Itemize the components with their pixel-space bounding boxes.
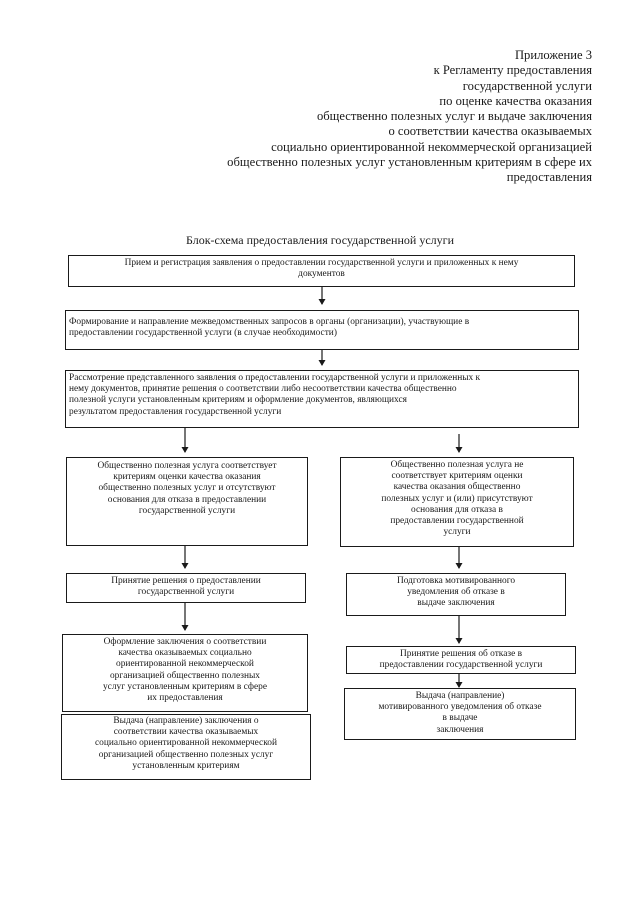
header-line: Приложение 3 — [514, 48, 592, 62]
box-text-line: основания для отказа в предоставлении — [107, 494, 267, 505]
header-line: социально ориентированной некоммерческой организацией — [271, 139, 592, 154]
box-text-line: полезной услуги установленным критериям и оформление документов, являющихся — [69, 395, 407, 406]
box-text-line: организацией общественно полезных — [109, 670, 260, 681]
box-text-line: соответствует критериям оценки — [391, 471, 523, 482]
box-draw-up-conclusion — [62, 634, 308, 712]
box-prepare-refusal — [346, 573, 566, 616]
box-text-line: Формирование и направление межведомственных запросов в органы (организации), участвующие в — [69, 317, 470, 327]
header-line: к Регламенту предоставления — [433, 63, 592, 78]
box-text-line: организацией общественно полезных услуг — [98, 749, 274, 760]
box-issue-refusal — [344, 688, 576, 740]
box-text-line: Оформление заключения о соответствии — [103, 637, 267, 647]
header-line: по оценке качества оказания — [439, 93, 592, 108]
box-text-line: Принятие решения об отказе в — [399, 649, 522, 659]
box-text-line: ориентированной некоммерческой — [116, 659, 254, 670]
box-text-line: в выдаче — [442, 713, 478, 724]
box-text-line: документов — [298, 269, 345, 280]
box-text-line: качества оказываемых социально — [118, 648, 252, 659]
box-decision-grant — [66, 573, 306, 603]
box-text-line: общественно полезных услуг и отсутствуют — [98, 483, 276, 494]
box-text-line: полезных услуг и (или) присутствуют — [381, 493, 533, 504]
header-line: предоставления — [506, 170, 592, 185]
box-text-line: их предоставления — [147, 693, 223, 704]
box-text-line: заключения — [436, 724, 484, 735]
box-text-line: мотивированного уведомления об отказе — [378, 702, 542, 713]
box-not-meets-criteria — [340, 457, 574, 547]
box-meets-criteria — [66, 457, 308, 546]
box-text-line: Общественно полезная услуга соответствует — [97, 461, 277, 471]
header-line: общественно полезных услуг и выдаче заключения — [316, 109, 592, 124]
box-text-line: предоставлении государственной — [390, 516, 524, 527]
box-issue-conclusion — [61, 714, 311, 780]
box-text-line: основания для отказа в — [411, 504, 503, 515]
box-text-line: нему документов, принятие решения о соответствии либо несоответствии качества общественно — [69, 384, 457, 395]
box-text-line: государственной услуги — [138, 505, 236, 516]
header-line: государственной услуги — [462, 78, 592, 93]
box-text-line: услуги — [443, 527, 471, 538]
box-text-line: выдаче заключения — [417, 598, 495, 609]
box-text-line: Выдача (направление) — [415, 691, 505, 701]
box-text-line: услуг установленным критериям в сфере — [102, 681, 268, 692]
box-text-line: установленным критериям — [132, 760, 240, 771]
box-review — [65, 370, 579, 428]
box-text-line: уведомления об отказе в — [407, 587, 505, 598]
box-text-line: предоставлении государственной услуги (в случае необходимости) — [69, 328, 337, 339]
box-reception — [68, 255, 575, 287]
appendix-header — [150, 48, 592, 186]
box-text-line: Общественно полезная услуга не — [390, 460, 524, 470]
box-text-line: соответствии качества оказываемых — [113, 727, 259, 738]
box-text-line: государственной услуги — [137, 587, 235, 598]
box-text-line: качества оказания общественно — [393, 482, 521, 493]
box-text-line: критериям оценки качества оказания — [113, 472, 261, 483]
box-text-line: Подготовка мотивированного — [396, 576, 516, 586]
box-text-line: Принятие решения о предоставлении — [111, 576, 261, 586]
box-text-line: предоставлении государственной услуги — [379, 660, 543, 671]
box-text-line: результатом предоставления государственной услуги — [69, 406, 282, 417]
box-text-line: Рассмотрение представленного заявления о предоставлении государственной услуги и приложенных к — [69, 373, 481, 383]
box-text-line: Выдача (направление) заключения о — [113, 716, 259, 726]
box-text-line: Прием и регистрация заявления о предоставлении государственной услуги и приложенных к нему — [124, 258, 519, 268]
box-decision-refusal — [346, 646, 576, 674]
diagram-title: Блок-схема предоставления государственной услуги — [186, 233, 454, 247]
header-line: о соответствии качества оказываемых — [388, 124, 592, 139]
header-line: общественно полезных услуг установленным критериям в сфере их — [227, 155, 592, 170]
box-interagency-requests — [65, 310, 579, 350]
box-text-line: социально ориентированной некоммерческой — [94, 738, 278, 749]
